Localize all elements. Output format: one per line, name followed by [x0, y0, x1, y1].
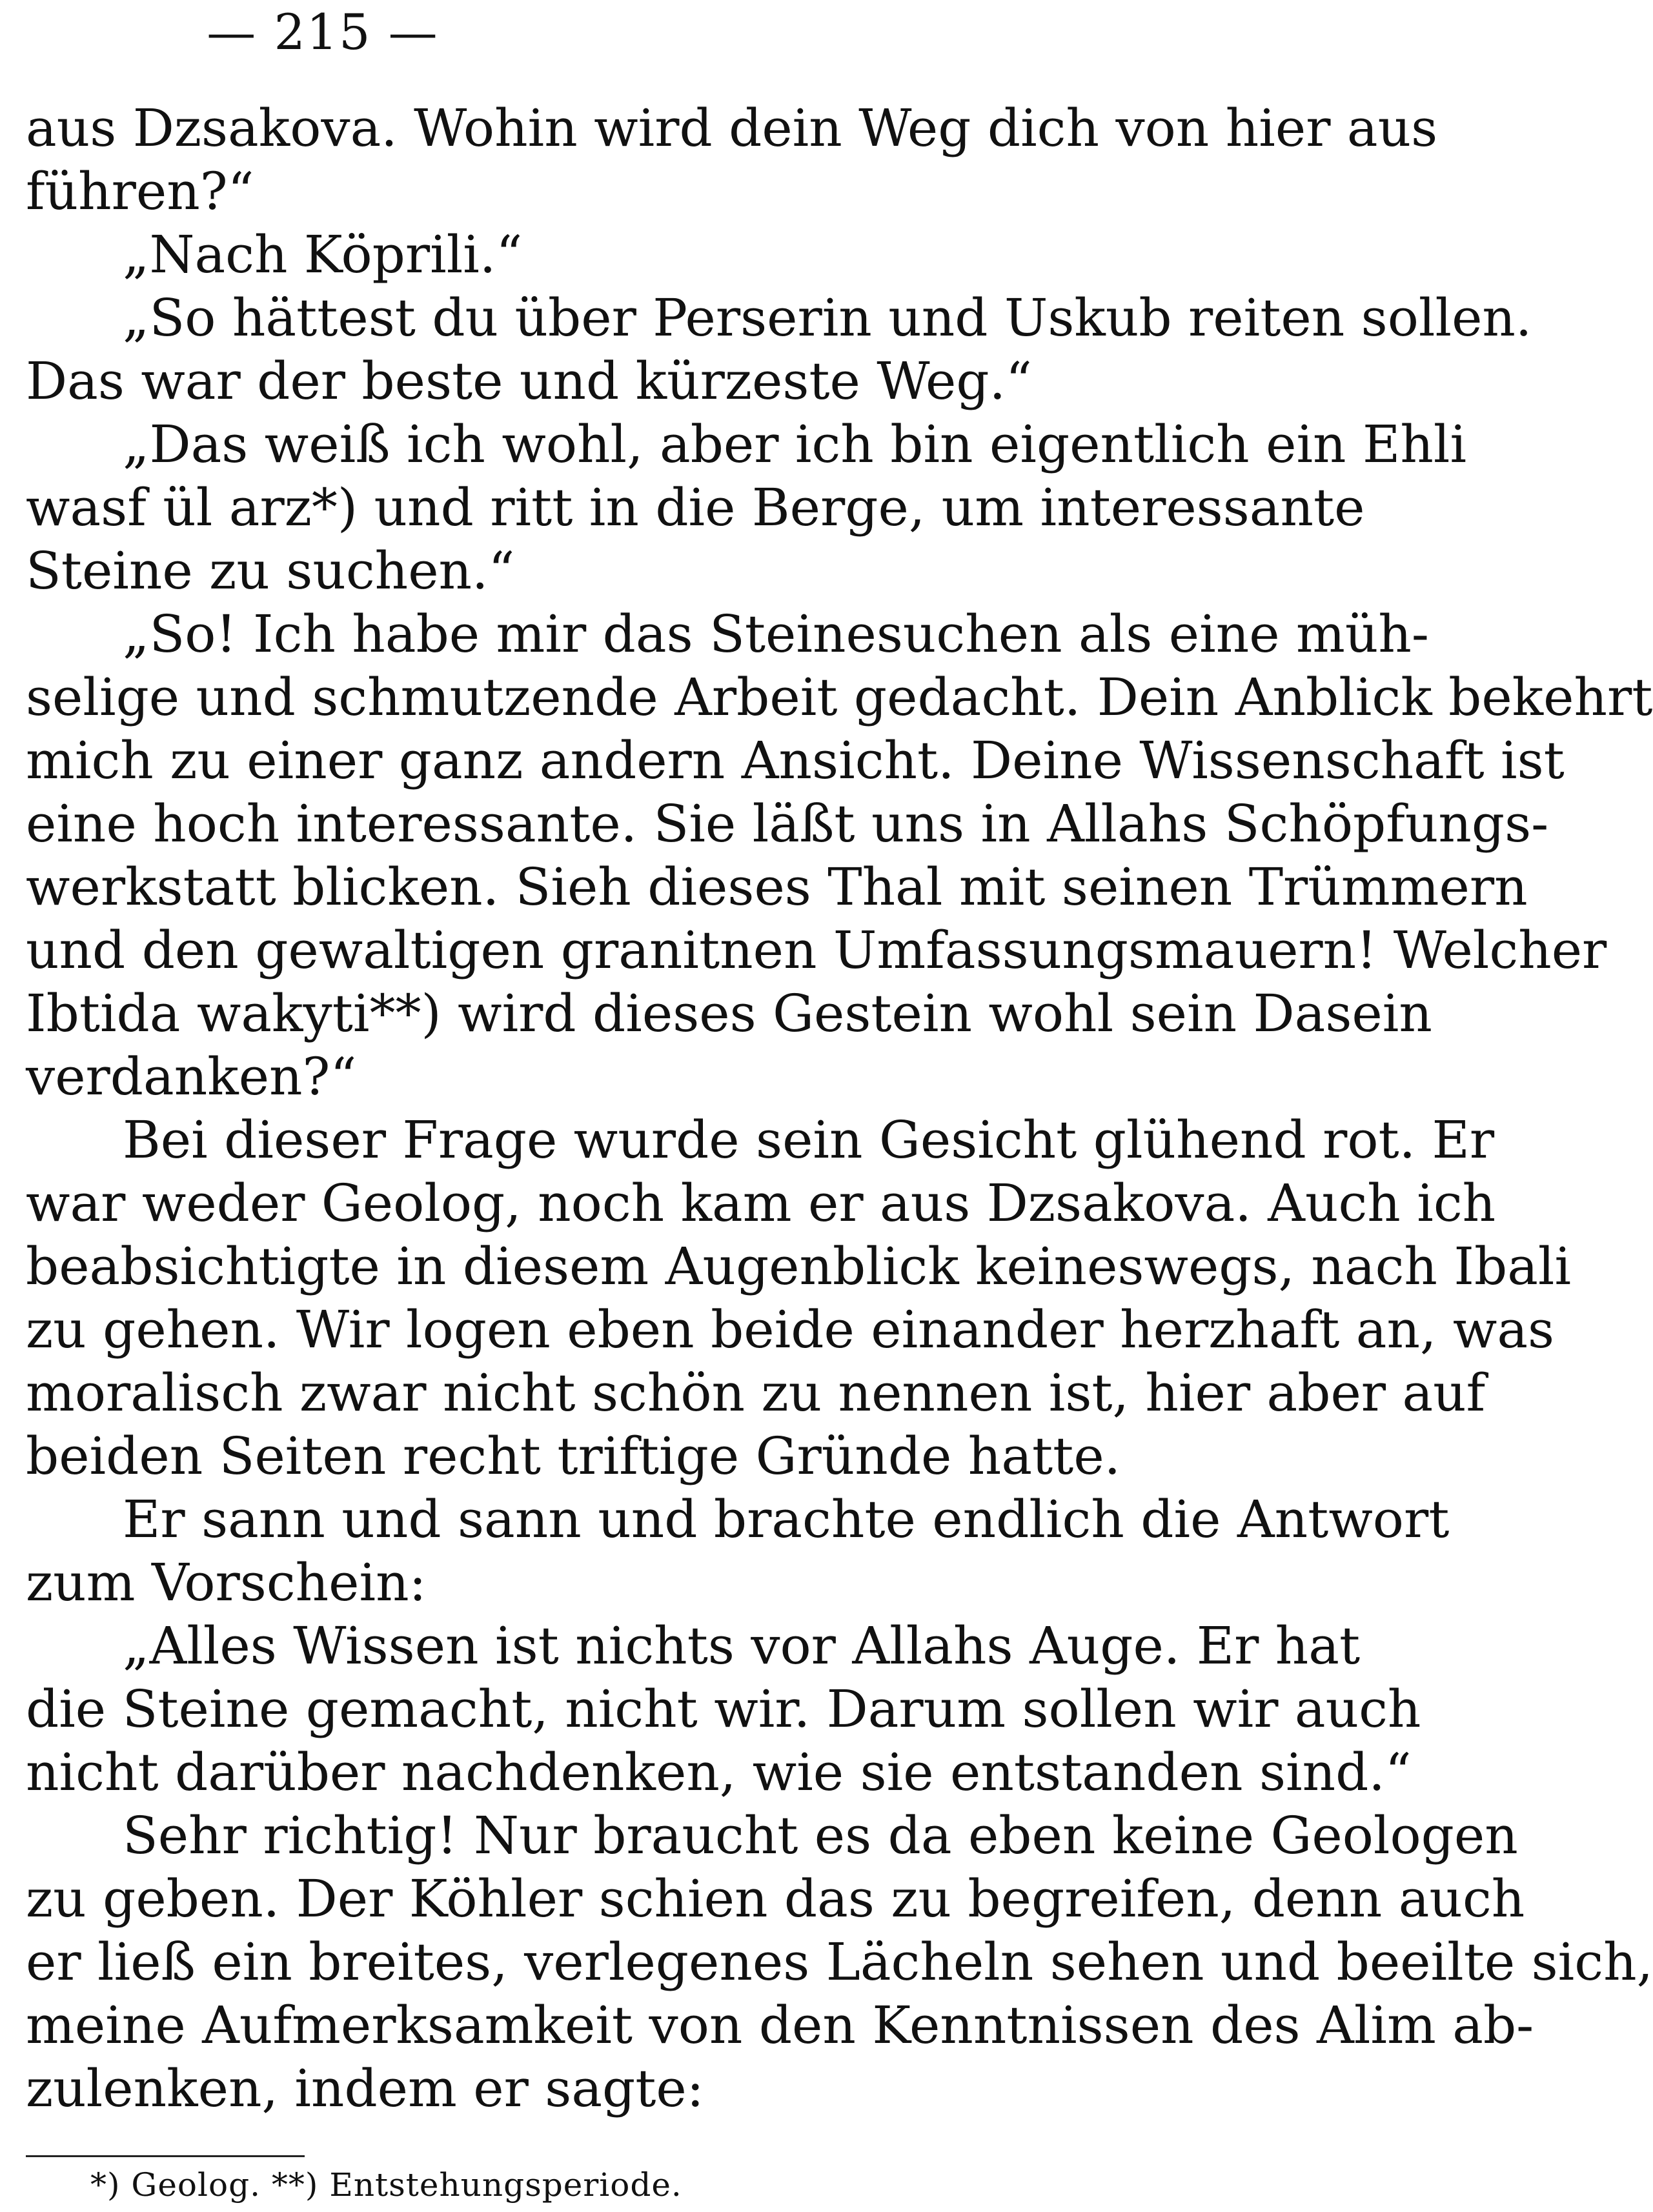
text-line: moralisch zwar nicht schön zu nennen ist, hier aber auf	[26, 1363, 1486, 1423]
text-line: zum Vorschein:	[26, 1553, 427, 1613]
text-line: selige und schmutzende Arbeit gedacht. Dein Anblick bekehrt	[26, 667, 1653, 727]
text-line: „So! Ich habe mir das Steinesuchen als eine müh-	[123, 604, 1429, 664]
text-line: die Steine gemacht, nicht wir. Darum sollen wir auch	[26, 1679, 1421, 1739]
text-line: „Nach Köprili.“	[123, 225, 523, 285]
text-line: eine hoch interessante. Sie läßt uns in Allahs Schöpfungs-	[26, 794, 1549, 854]
text-line: werkstatt blicken. Sieh dieses Thal mit seinen Trümmern	[26, 857, 1528, 917]
text-line: beiden Seiten recht triftige Gründe hatte.	[26, 1426, 1121, 1486]
text-line: war weder Geolog, noch kam er aus Dzsakova. Auch ich	[26, 1173, 1496, 1233]
footnote-rule	[26, 2155, 305, 2157]
footnote: *) Geolog. **) Entstehungsperiode.	[90, 2166, 682, 2204]
text-line: er ließ ein breites, verlegenes Lächeln sehen und beeilte sich,	[26, 1932, 1653, 1992]
text-line: zu gehen. Wir logen eben beide einander herzhaft an, was	[26, 1300, 1555, 1360]
text-line: „Alles Wissen ist nichts vor Allahs Auge. Er hat	[123, 1616, 1361, 1676]
text-line: meine Aufmerksamkeit von den Kenntnissen des Alim ab-	[26, 1995, 1534, 2055]
text-line: Sehr richtig! Nur braucht es da eben keine Geologen	[123, 1805, 1518, 1865]
text-line: Das war der beste und kürzeste Weg.“	[26, 351, 1032, 411]
page-number: — 215 —	[207, 3, 439, 61]
text-line: verdanken?“	[26, 1047, 357, 1107]
text-line: wasf ül arz*) und ritt in die Berge, um interessante	[26, 478, 1365, 538]
text-line: Steine zu suchen.“	[26, 541, 515, 601]
text-line: mich zu einer ganz andern Ansicht. Deine Wissenschaft ist	[26, 730, 1565, 790]
text-line: „So hättest du über Perserin und Uskub reiten sollen.	[123, 288, 1532, 348]
text-line: beabsichtigte in diesem Augenblick keineswegs, nach Ibali	[26, 1236, 1572, 1296]
text-line: aus Dzsakova. Wohin wird dein Weg dich von hier aus	[26, 98, 1438, 158]
text-line: Er sann und sann und brachte endlich die Antwort	[123, 1489, 1450, 1549]
text-line: „Das weiß ich wohl, aber ich bin eigentlich ein Ehli	[123, 414, 1467, 474]
text-line: Ibtida wakyti**) wird dieses Gestein wohl sein Dasein	[26, 983, 1432, 1043]
text-line: zu geben. Der Köhler schien das zu begreifen, denn auch	[26, 1869, 1525, 1929]
text-line: und den gewaltigen granitnen Umfassungsmauern! Welcher	[26, 920, 1607, 980]
text-line: führen?“	[26, 161, 254, 221]
text-line: Bei dieser Frage wurde sein Gesicht glühend rot. Er	[123, 1110, 1495, 1170]
text-line: nicht darüber nachdenken, wie sie entstanden sind.“	[26, 1742, 1412, 1802]
text-line: zulenken, indem er sagte:	[26, 2058, 704, 2118]
